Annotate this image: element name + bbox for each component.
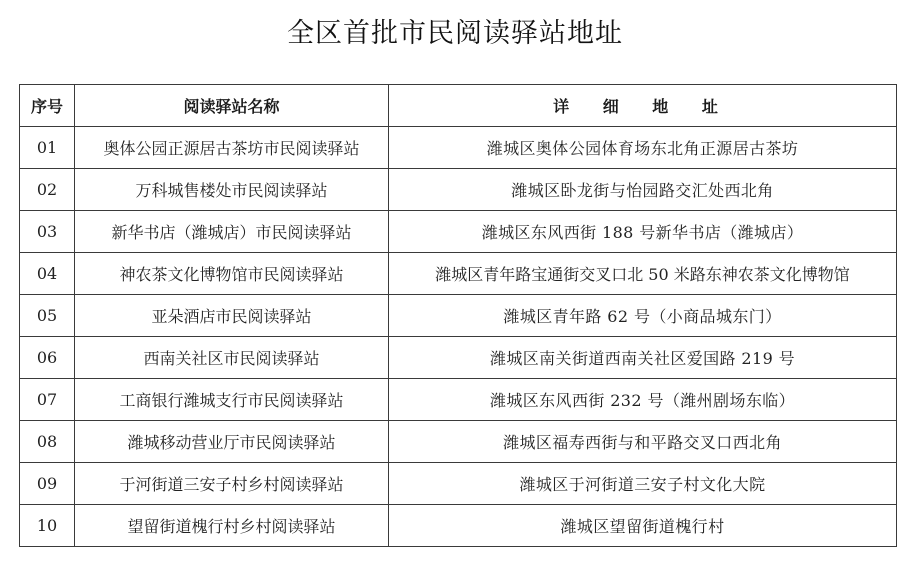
- station-name: 万科城售楼处市民阅读驿站: [75, 169, 389, 211]
- station-name: 神农茶文化博物馆市民阅读驿站: [75, 253, 389, 295]
- table-row: [20, 421, 897, 463]
- table-row: [20, 127, 897, 169]
- row-number: 04: [20, 253, 75, 295]
- table-row: [20, 379, 897, 421]
- station-name: 西南关社区市民阅读驿站: [75, 337, 389, 379]
- row-number: 05: [20, 295, 75, 337]
- station-name: 潍城移动营业厅市民阅读驿站: [75, 421, 389, 463]
- station-address: 潍城区东风西街 232 号（潍州剧场东临）: [389, 379, 897, 421]
- station-name: 亚朵酒店市民阅读驿站: [75, 295, 389, 337]
- row-number: 03: [20, 211, 75, 253]
- station-address: 潍城区于河街道三安子村文化大院: [389, 463, 897, 505]
- station-name: 新华书店（潍城店）市民阅读驿站: [75, 211, 389, 253]
- reading-stations-table: [19, 84, 897, 547]
- table-row: [20, 337, 897, 379]
- table-row: [20, 505, 897, 547]
- column-header-address: 详 细 地 址: [389, 85, 897, 127]
- row-number: 06: [20, 337, 75, 379]
- table-row: [20, 211, 897, 253]
- station-address: 潍城区奥体公园体育场东北角正源居古茶坊: [389, 127, 897, 169]
- station-address: 潍城区卧龙街与怡园路交汇处西北角: [389, 169, 897, 211]
- page-title: 全区首批市民阅读驿站地址: [287, 18, 623, 49]
- station-address: 潍城区青年路 62 号（小商品城东门）: [389, 295, 897, 337]
- station-address: 潍城区望留街道槐行村: [389, 505, 897, 547]
- table-row: [20, 169, 897, 211]
- row-number: 07: [20, 379, 75, 421]
- station-address: 潍城区南关街道西南关社区爱国路 219 号: [389, 337, 897, 379]
- station-name: 望留街道槐行村乡村阅读驿站: [75, 505, 389, 547]
- station-name: 奥体公园正源居古茶坊市民阅读驿站: [75, 127, 389, 169]
- column-header-name: 阅读驿站名称: [75, 85, 389, 127]
- station-address: 潍城区东风西街 188 号新华书店（潍城店）: [389, 211, 897, 253]
- row-number: 10: [20, 505, 75, 547]
- station-name: 工商银行潍城支行市民阅读驿站: [75, 379, 389, 421]
- table-header-row: [20, 85, 897, 127]
- station-name: 于河街道三安子村乡村阅读驿站: [75, 463, 389, 505]
- column-header-no: 序号: [20, 85, 75, 127]
- row-number: 08: [20, 421, 75, 463]
- station-address: 潍城区青年路宝通街交叉口北 50 米路东神农茶文化博物馆: [389, 253, 897, 295]
- row-number: 02: [20, 169, 75, 211]
- station-address: 潍城区福寿西街与和平路交叉口西北角: [389, 421, 897, 463]
- table-row: [20, 463, 897, 505]
- row-number: 09: [20, 463, 75, 505]
- table-row: [20, 295, 897, 337]
- row-number: 01: [20, 127, 75, 169]
- table-row: [20, 253, 897, 295]
